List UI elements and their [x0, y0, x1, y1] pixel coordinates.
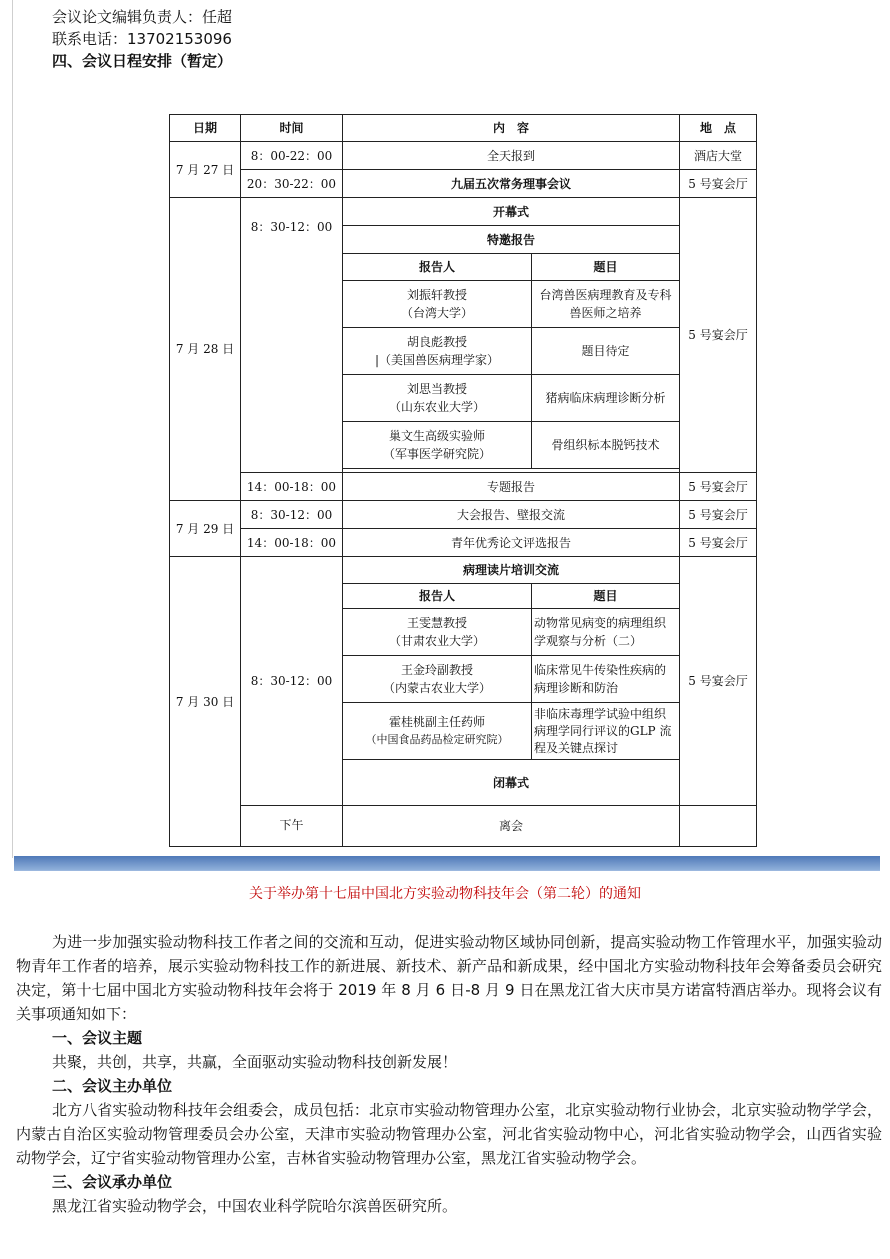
table-row [170, 170, 757, 198]
notice-title: 关于举办第十七届中国北方实验动物科技年会（第二轮）的通知 [249, 886, 641, 902]
section-separator-bar [14, 856, 880, 870]
heading-organizer: 三、会议承办单位 [52, 1173, 173, 1191]
reporter-cell [343, 375, 532, 422]
date-cell-27: 7 月 27 日 [170, 142, 241, 198]
date-cell-28: 7 月 28 日 [170, 198, 241, 501]
content-cell: 病理读片培训交流 [343, 557, 680, 584]
place-cell: 酒店大堂 [680, 142, 757, 170]
place-cell: 5 号宴会厅 [680, 529, 757, 557]
reporter-cell [343, 281, 532, 328]
place-cell [680, 806, 757, 847]
notice-body [16, 930, 882, 1218]
reporter-header: 报告人 [343, 584, 532, 609]
editor-line: 会议论文编辑负责人：任超 [52, 8, 233, 26]
separator-line [14, 870, 880, 871]
reporter-org: （内蒙古农业大学） [382, 681, 491, 695]
host-paragraph: 北方八省实验动物科技年会组委会，成员包括：北京市实验动物管理办公室，北京实验动物行业协会，北京实验动物学学会，内蒙古自治区实验动物管理委员会办公室，天津市实验动物管理办公室，河北省实验动物中心，河北省实验动物学会，山西省实验动物学会，辽宁省实验动物管理办公室，吉林省实验动物管理办公室，黑龙江省实验动物学会。 [16, 1101, 882, 1167]
header-place: 地 点 [680, 115, 757, 142]
content-cell: 特邀报告 [343, 226, 680, 254]
table-row [170, 501, 757, 529]
topic-cell: 动物常见病变的病理组织学观察与分析（二） [532, 609, 680, 656]
place-cell: 5 号宴会厅 [680, 198, 757, 473]
time-cell: 8：30-12：00 [241, 501, 343, 529]
reporter-cell [343, 422, 532, 469]
theme-paragraph: 共聚，共创，共享，共赢，全面驱动实验动物科技创新发展！ [52, 1053, 458, 1071]
heading-theme: 一、会议主题 [52, 1029, 143, 1047]
reporter-cell [343, 609, 532, 656]
table-row [170, 473, 757, 501]
reporter-org: （军事医学研究院） [382, 447, 491, 461]
heading-host: 二、会议主办单位 [52, 1077, 173, 1095]
topic-cell: 非临床毒理学试验中组织病理学同行评议的GLP 流程及关键点探讨 [532, 703, 680, 760]
reporter-name: 刘振轩教授 [406, 288, 467, 302]
topic-header: 题目 [532, 584, 680, 609]
reporter-cell [343, 656, 532, 703]
topic-header: 题目 [532, 254, 680, 281]
content-cell: 九届五次常务理事会议 [343, 170, 680, 198]
topic-cell: 临床常见牛传染性疾病的病理诊断和防治 [532, 656, 680, 703]
content-cell: 离会 [343, 806, 680, 847]
content-cell: 专题报告 [343, 473, 680, 501]
header-date: 日期 [170, 115, 241, 142]
reporter-org: |（美国兽医病理学家） [374, 353, 500, 367]
reporter-name: 胡良彪教授 [406, 335, 467, 349]
contact-block [52, 6, 232, 72]
time-cell: 20：30-22：00 [241, 170, 343, 198]
table-header-row [170, 115, 757, 142]
content-cell: 青年优秀论文评选报告 [343, 529, 680, 557]
topic-cell: 猪病临床病理诊断分析 [532, 375, 680, 422]
table-row [170, 557, 757, 584]
content-cell: 大会报告、壁报交流 [343, 501, 680, 529]
time-cell: 8：30-12：00 [241, 557, 343, 806]
content-cell: 闭幕式 [343, 760, 680, 806]
date-cell-30: 7 月 30 日 [170, 557, 241, 847]
time-cell: 14：00-18：00 [241, 473, 343, 501]
left-margin-rule [0, 0, 13, 858]
time-cell: 下午 [241, 806, 343, 847]
topic-cell: 骨组织标本脱钙技术 [532, 422, 680, 469]
time-cell: 8：30-12：00 [241, 198, 343, 473]
reporter-name: 霍桂桃副主任药师 [388, 715, 485, 729]
reporter-header: 报告人 [343, 254, 532, 281]
topic-cell: 题目待定 [532, 328, 680, 375]
place-cell: 5 号宴会厅 [680, 170, 757, 198]
table-row [170, 806, 757, 847]
reporter-org: （台湾大学） [400, 306, 473, 320]
reporter-cell [343, 703, 532, 760]
table-row [170, 529, 757, 557]
phone-line: 联系电话：13702153096 [52, 30, 232, 48]
intro-paragraph: 为进一步加强实验动物科技工作者之间的交流和互动，促进实验动物区域协同创新，提高实验动物工作管理水平，加强实验动物青年工作者的培养，展示实验动物科技工作的新进展、新技术、新产品和新成果，经中国北方实验动物科技年会筹备委员会研究决定，第十七届中国北方实验动物科技年会将于 2019 年 8 月 6 日-8 月 9 日在黑龙江省大庆市昊方诺富特酒店举办。现将会议有关事项通知如下： [16, 933, 882, 1023]
content-cell: 开幕式 [343, 198, 680, 226]
content-cell: 全天报到 [343, 142, 680, 170]
table-row [170, 198, 757, 226]
reporter-name: 王金玲副教授 [400, 663, 473, 677]
place-cell: 5 号宴会厅 [680, 557, 757, 806]
header-content: 内 容 [343, 115, 680, 142]
time-cell: 14：00-18：00 [241, 529, 343, 557]
reporter-name: 刘思当教授 [406, 382, 467, 396]
reporter-org: （甘肃农业大学） [388, 634, 485, 648]
reporter-name: 巢文生高级实验师 [388, 429, 485, 443]
reporter-org: （中国食品药品检定研究院） [365, 733, 509, 746]
topic-cell: 台湾兽医病理教育及专科兽医师之培养 [532, 281, 680, 328]
section-heading-schedule: 四、会议日程安排（暂定） [52, 52, 233, 70]
header-time: 时间 [241, 115, 343, 142]
date-cell-29: 7 月 29 日 [170, 501, 241, 557]
table-row [170, 142, 757, 170]
reporter-cell [343, 328, 532, 375]
schedule-table [169, 114, 757, 847]
place-cell: 5 号宴会厅 [680, 501, 757, 529]
organizer-paragraph: 黑龙江省实验动物学会，中国农业科学院哈尔滨兽医研究所。 [52, 1197, 458, 1215]
place-cell: 5 号宴会厅 [680, 473, 757, 501]
reporter-org: （山东农业大学） [388, 400, 485, 414]
time-cell: 8：00-22：00 [241, 142, 343, 170]
reporter-name: 王雯慧教授 [406, 616, 467, 630]
